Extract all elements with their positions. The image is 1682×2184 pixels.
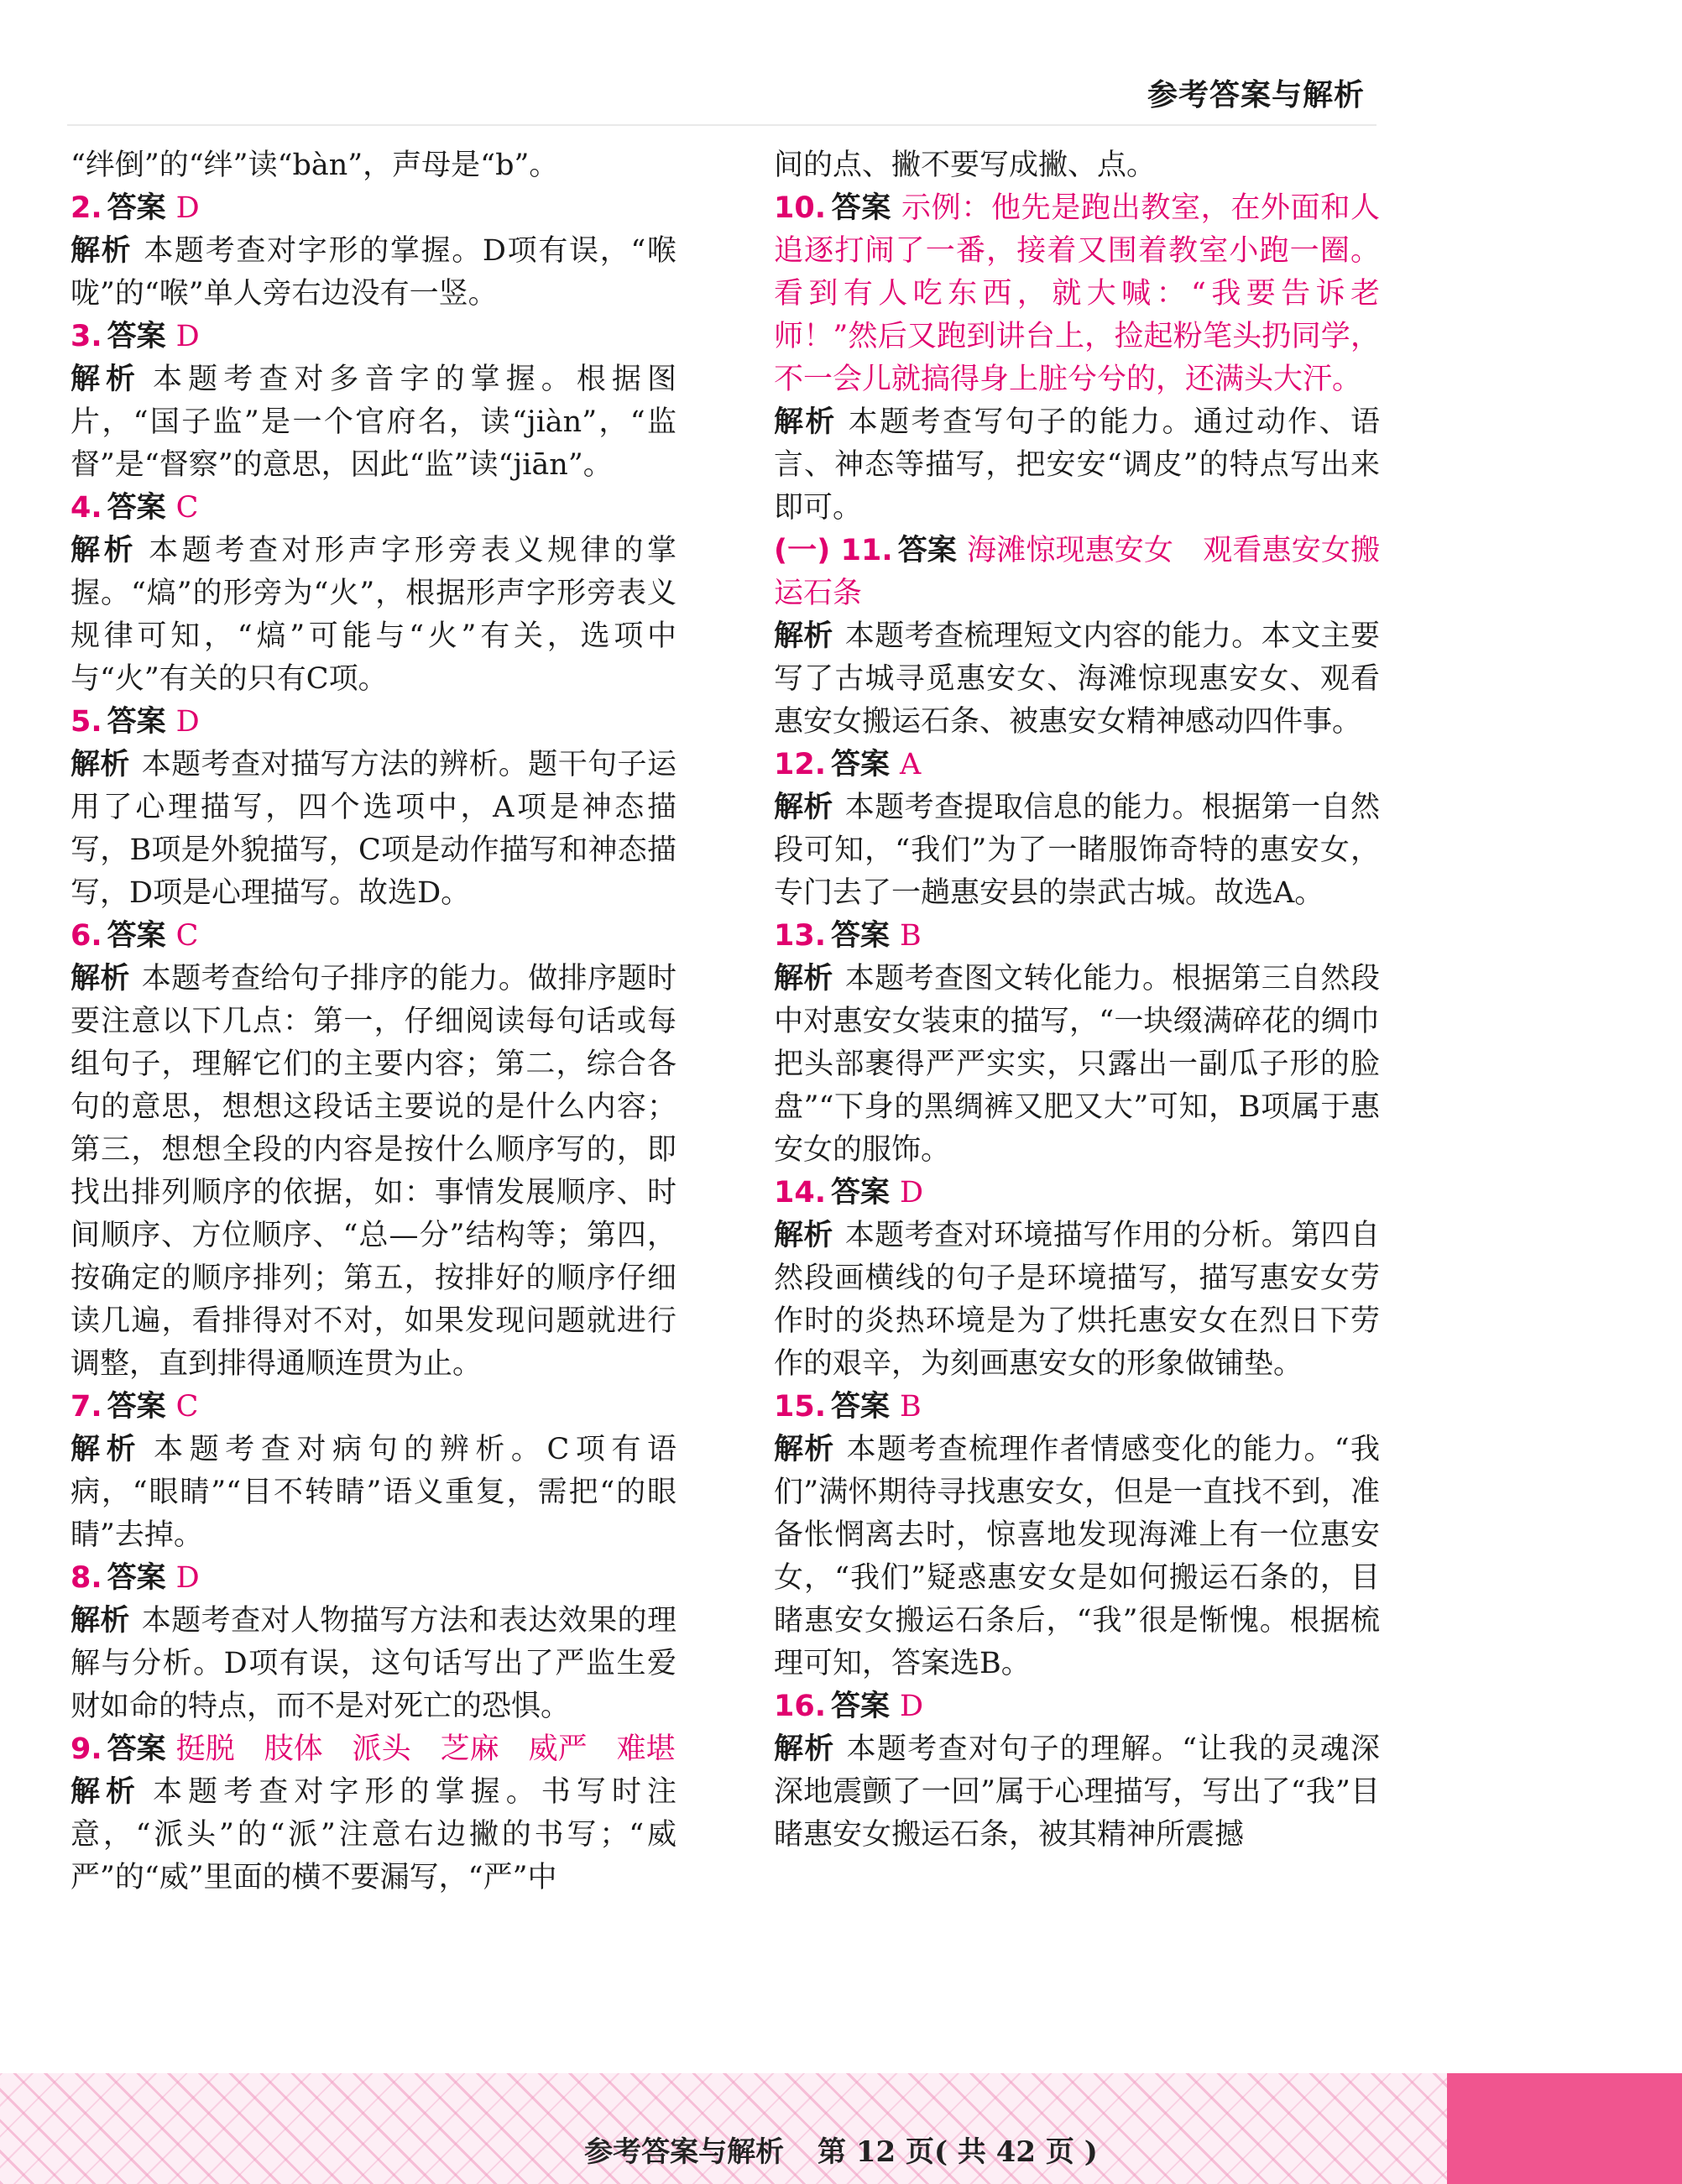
- analysis-paragraph: [71, 230, 676, 316]
- answer-item: [71, 1728, 676, 1899]
- answer-label: 答案: [107, 491, 166, 525]
- answer-line: [71, 187, 676, 230]
- analysis-label: 解析: [774, 619, 833, 653]
- analysis-paragraph: [774, 958, 1380, 1172]
- question-number: 5.: [71, 705, 102, 739]
- answer-item: [71, 187, 676, 316]
- answer-label: 答案: [897, 534, 958, 567]
- question-number: 10.: [774, 191, 827, 225]
- analysis-label: 解析: [71, 962, 130, 995]
- footer: [0, 2129, 1682, 2170]
- question-number: 13.: [774, 919, 827, 953]
- analysis-label: 解析: [71, 1775, 142, 1809]
- answer-line: [71, 1386, 676, 1429]
- analysis-text: 本题考查对字形的掌握。书写时注意，“派头”的“派”注意右边撇的书写；“威严”的“威”里面的横不要漏写，“严”中: [71, 1775, 676, 1894]
- analysis-label: 解析: [71, 234, 133, 268]
- answer-line: [774, 1386, 1380, 1429]
- answer-item: [71, 1386, 676, 1557]
- answer-value: D: [900, 1176, 924, 1210]
- question-number: 8.: [71, 1561, 102, 1595]
- answer-label: 答案: [107, 320, 166, 353]
- question-number: 7.: [71, 1390, 102, 1424]
- analysis-paragraph: [774, 1728, 1380, 1857]
- answer-line: [774, 1172, 1380, 1215]
- analysis-paragraph: [71, 958, 676, 1386]
- question-number: 15.: [774, 1390, 827, 1424]
- left-column: [71, 144, 676, 1899]
- analysis-text: 本题考查梳理短文内容的能力。本文主要写了古城寻觅惠安女、海滩惊现惠安女、观看惠安女搬运石条、被惠安女精神感动四件事。: [774, 619, 1380, 739]
- right-column: [774, 144, 1380, 1857]
- answer-label: 答案: [831, 1690, 891, 1723]
- analysis-text: 本题考查对病句的辨析。C项有语病，“眼睛”“目不转睛”语义重复，需把“的眼睛”去掉。: [71, 1433, 676, 1552]
- answer-line: [774, 1685, 1380, 1728]
- answer-line: [774, 915, 1380, 958]
- answer-label: 答案: [831, 919, 891, 953]
- footer-title: 参考答案与解析: [584, 2135, 785, 2169]
- page-header-title: 参考答案与解析: [1147, 78, 1365, 112]
- answer-item: [71, 316, 676, 487]
- answer-label: 答案: [107, 191, 166, 225]
- analysis-label: 解析: [774, 405, 837, 439]
- answer-line: [71, 487, 676, 530]
- analysis-paragraph: [774, 1215, 1380, 1386]
- question-number: 2.: [71, 191, 102, 225]
- question-number: 16.: [774, 1690, 827, 1723]
- answer-label: 答案: [831, 1176, 891, 1210]
- answer-item: [774, 1685, 1380, 1857]
- answer-line: [774, 530, 1380, 615]
- answer-value: A: [900, 748, 922, 781]
- answer-item: [774, 1386, 1380, 1685]
- analysis-label: 解析: [71, 1604, 130, 1638]
- answer-value: C: [175, 491, 199, 525]
- answer-item: [71, 1557, 676, 1728]
- answer-label: 答案: [831, 1390, 891, 1424]
- answer-value: D: [175, 1561, 200, 1595]
- answer-line: [774, 187, 1380, 401]
- answer-value: D: [175, 705, 200, 739]
- analysis-paragraph: [774, 615, 1380, 744]
- answer-value: 海滩惊现惠安女 观看惠安女搬运石条: [774, 534, 1380, 610]
- answer-value: D: [175, 320, 200, 353]
- analysis-paragraph: [774, 1429, 1380, 1685]
- analysis-text: 本题考查对环境描写作用的分析。第四自然段画横线的句子是环境描写，描写惠安女劳作时的炎热环境是为了烘托惠安女在烈日下劳作的艰辛，为刻画惠安女的形象做铺垫。: [774, 1219, 1380, 1381]
- answer-item: [774, 530, 1380, 744]
- analysis-text: 本题考查对人物描写方法和表达效果的理解与分析。D项有误，这句话写出了严监生爱财如命的特点，而不是对死亡的恐惧。: [71, 1604, 676, 1723]
- analysis-label: 解析: [71, 363, 142, 396]
- analysis-text: 本题考查对描写方法的辨析。题干句子运用了心理描写，四个选项中，A项是神态描写，B项是外貌描写，C项是动作描写和神态描写，D项是心理描写。故选D。: [71, 748, 676, 910]
- analysis-label: 解析: [71, 748, 130, 781]
- analysis-paragraph: [71, 358, 676, 487]
- answer-value: D: [175, 191, 200, 225]
- analysis-text: 本题考查提取信息的能力。根据第一自然段可知，“我们”为了一睹服饰奇特的惠安女，专门去了一趟惠安县的崇武古城。故选A。: [774, 791, 1380, 910]
- answer-line: [71, 915, 676, 958]
- answer-line: [774, 744, 1380, 786]
- analysis-text: 本题考查给句子排序的能力。做排序题时要注意以下几点：第一，仔细阅读每句话或每组句子，理解它们的主要内容；第二，综合各句的意思，想想这段话主要说的是什么内容；第三，想想全段的内容是按什么顺序写的，即找出排列顺序的依据，如：事情发展顺序、时间顺序、方位顺序、“总—分”结构等；第四，按确定的顺序排列；第五，按排好的顺序仔细读几遍，看排得对不对，如果发现问题就进行调整，直到排得通顺连贯为止。: [71, 962, 676, 1381]
- analysis-text: 本题考查对形声字形旁表义规律的掌握。“熇”的形旁为“火”，根据形声字形旁表义规律可知，“熇”可能与“火”有关，选项中与“火”有关的只有C项。: [71, 534, 676, 696]
- question-number: 3.: [71, 320, 102, 353]
- answer-label: 答案: [107, 705, 166, 739]
- answer-item: [774, 915, 1380, 1172]
- analysis-label: 解析: [774, 791, 833, 824]
- analysis-label: 解析: [774, 962, 833, 995]
- left-items: [71, 187, 676, 1899]
- right-items: [774, 187, 1380, 1857]
- question-number: 14.: [774, 1176, 827, 1210]
- analysis-text: 本题考查对字形的掌握。D项有误，“喉咙”的“喉”单人旁右边没有一竖。: [71, 234, 676, 311]
- analysis-paragraph: [71, 530, 676, 701]
- answer-line: [71, 1557, 676, 1600]
- answer-label: 答案: [107, 1561, 166, 1595]
- analysis-text: 本题考查梳理作者情感变化的能力。“我们”满怀期待寻找惠安女，但是一直找不到，准备怅惘离去时，惊喜地发现海滩上有一位惠安女，“我们”疑惑惠安女是如何搬运石条的，目睹惠安女搬运石条后，“我”很是惭愧。根据梳理可知，答案选B。: [774, 1433, 1380, 1680]
- analysis-text: 本题考查对句子的理解。“让我的灵魂深深地震颤了一回”属于心理描写，写出了“我”目睹惠安女搬运石条，被其精神所震撼: [774, 1732, 1380, 1852]
- answer-label: 答案: [107, 1732, 166, 1766]
- analysis-text: 本题考查图文转化能力。根据第三自然段中对惠安女装束的描写，“一块缀满碎花的绸巾把头部裹得严严实实，只露出一副瓜子形的脸盘”“下身的黑绸裤又肥又大”可知，B项属于惠安女的服饰。: [774, 962, 1380, 1167]
- analysis-text: 本题考查对多音字的掌握。根据图片，“国子监”是一个官府名，读“jiàn”，“监督”是“督察”的意思，因此“监”读“jiān”。: [71, 363, 676, 482]
- analysis-paragraph: [71, 1429, 676, 1557]
- right-column-continuation: 间的点、撇不要写成撇、点。: [774, 149, 1157, 182]
- answer-line: [71, 701, 676, 744]
- analysis-paragraph: [71, 744, 676, 915]
- answer-value: B: [900, 919, 922, 953]
- answer-label: 答案: [107, 1390, 166, 1424]
- analysis-paragraph: [774, 786, 1380, 915]
- question-number: 6.: [71, 919, 102, 953]
- answer-label: 答案: [831, 748, 891, 781]
- answer-line: [71, 316, 676, 358]
- question-number: (一) 11.: [774, 534, 893, 567]
- question-number: 12.: [774, 748, 827, 781]
- answer-item: [774, 1172, 1380, 1386]
- header-divider: [67, 124, 1376, 126]
- answer-value: 挺脱 肢体 派头 芝麻 威严 难堪: [175, 1732, 676, 1766]
- answer-value: C: [175, 919, 199, 953]
- answer-line: [71, 1728, 676, 1771]
- analysis-text: 本题考查写句子的能力。通过动作、语言、神态等描写，把安安“调皮”的特点写出来即可。: [774, 405, 1380, 525]
- analysis-paragraph: [71, 1600, 676, 1728]
- analysis-label: 解析: [774, 1433, 835, 1466]
- answer-item: [71, 915, 676, 1386]
- analysis-label: 解析: [71, 1433, 143, 1466]
- answer-item: [71, 701, 676, 915]
- analysis-label: 解析: [71, 534, 138, 567]
- answer-item: [71, 487, 676, 701]
- footer-page-number: 第 12 页( 共 42 页 ): [817, 2135, 1098, 2169]
- answer-value: C: [175, 1390, 199, 1424]
- answer-value: B: [900, 1390, 922, 1424]
- answer-item: [774, 187, 1380, 530]
- left-column-continuation: “绊倒”的“绊”读“bàn”，声母是“b”。: [71, 149, 559, 182]
- question-number: 9.: [71, 1732, 102, 1766]
- analysis-paragraph: [774, 401, 1380, 530]
- answer-value: 示例：他先是跑出教室，在外面和人追逐打闹了一番，接着又围着教室小跑一圈。看到有人吃东西，就大喊：“我要告诉老师！”然后又跑到讲台上，捡起粉笔头扔同学，不一会儿就搞得身上脏兮兮的，还满头大汗。: [774, 191, 1380, 396]
- analysis-label: 解析: [774, 1219, 833, 1252]
- analysis-paragraph: [71, 1771, 676, 1899]
- answer-value: D: [900, 1690, 924, 1723]
- analysis-label: 解析: [774, 1732, 835, 1766]
- answer-label: 答案: [831, 191, 892, 225]
- answer-item: [774, 744, 1380, 915]
- answer-label: 答案: [107, 919, 166, 953]
- question-number: 4.: [71, 491, 102, 525]
